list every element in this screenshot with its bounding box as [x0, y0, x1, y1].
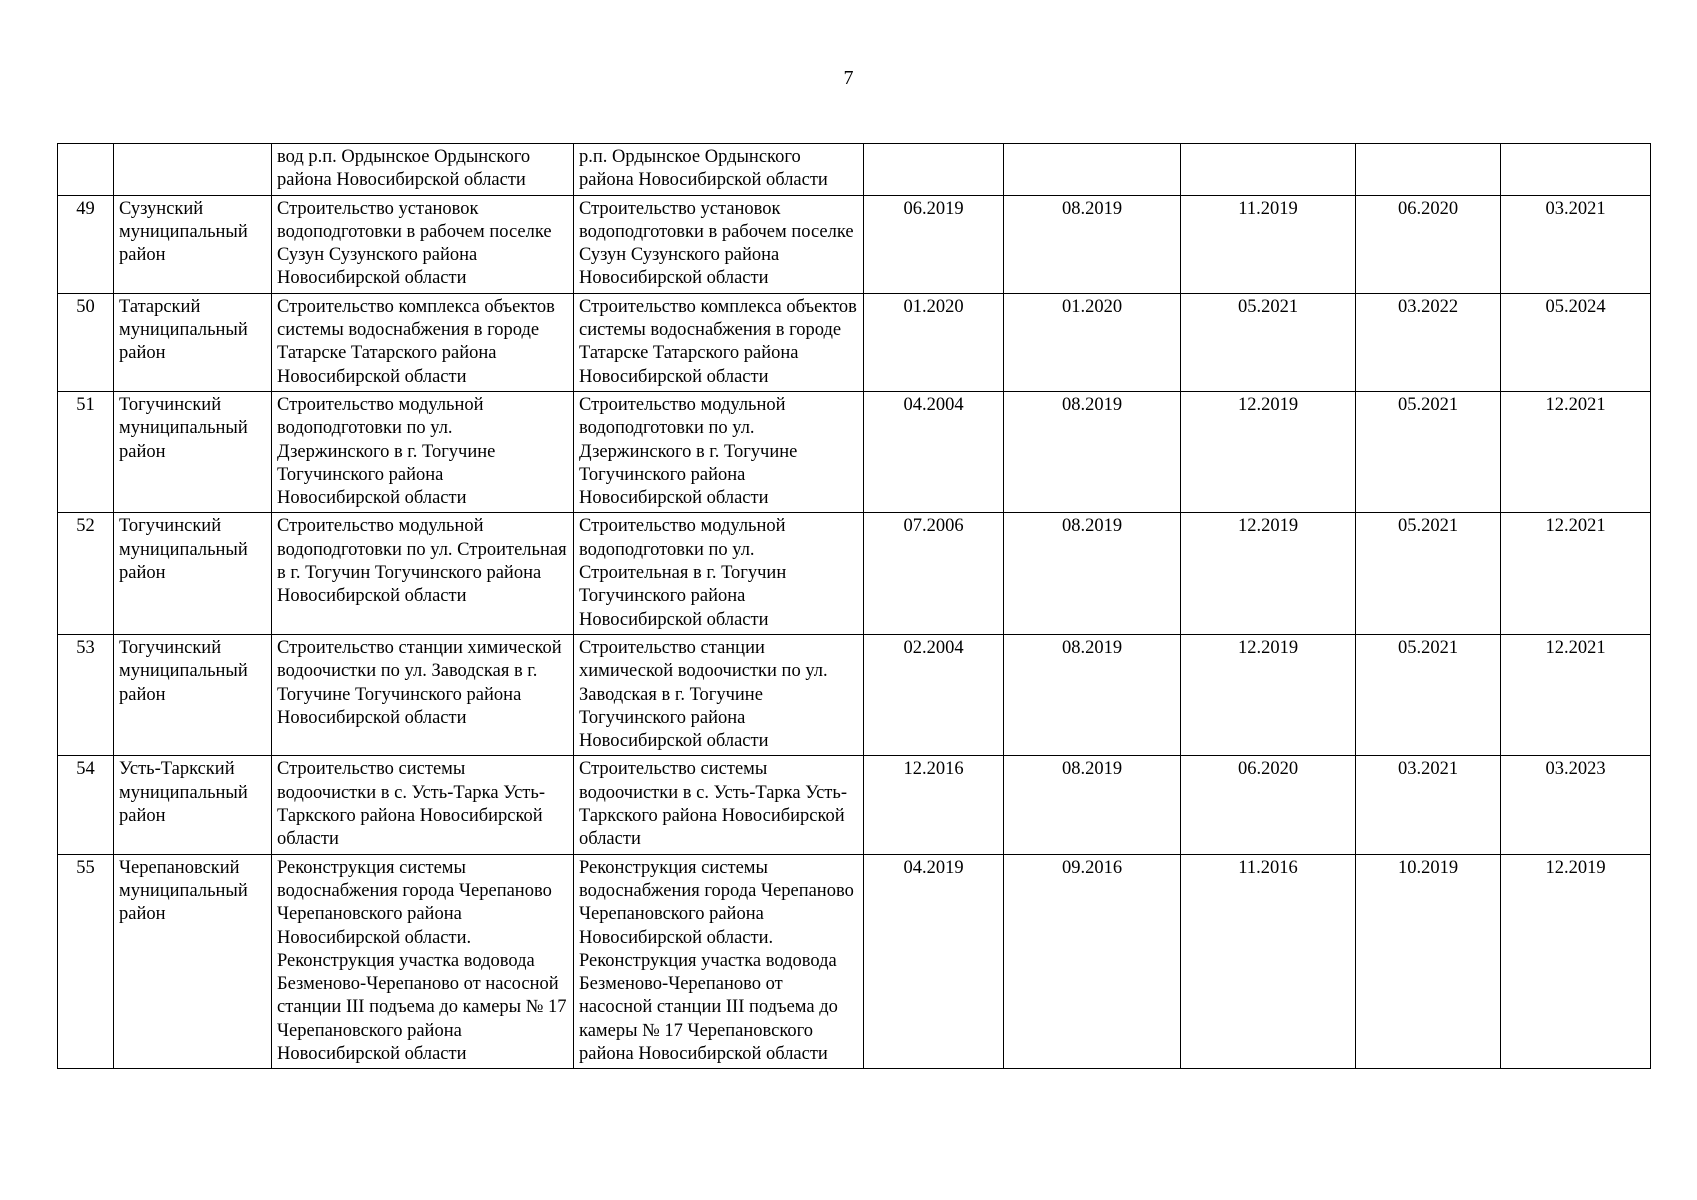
date2-cell: 08.2019 — [1004, 195, 1181, 293]
date4-cell: 03.2022 — [1356, 293, 1501, 391]
object-name-cell: Строительство модульной водоподготовки по ул. Строительная в г. Тогучин Тогучинского района Новосибирской области — [272, 513, 574, 634]
date5-cell: 05.2024 — [1501, 293, 1651, 391]
date1-cell: 01.2020 — [864, 293, 1004, 391]
district-cell: Сузунский муниципальный район — [114, 195, 272, 293]
date1-cell: 06.2019 — [864, 195, 1004, 293]
table-row — [58, 144, 1651, 196]
date3-cell — [1181, 144, 1356, 196]
table-row — [58, 513, 1651, 634]
date1-cell: 12.2016 — [864, 756, 1004, 854]
date5-cell: 03.2023 — [1501, 756, 1651, 854]
object-name-cell: Строительство системы водоочистки в с. Усть-Тарка Усть-Таркского района Новосибирской области — [272, 756, 574, 854]
date1-cell: 07.2006 — [864, 513, 1004, 634]
project-name-cell: Строительство модульной водоподготовки по ул. Строительная в г. Тогучин Тогучинского района Новосибирской области — [574, 513, 864, 634]
district-cell: Татарский муниципальный район — [114, 293, 272, 391]
row-number: 52 — [58, 513, 114, 634]
date5-cell: 12.2021 — [1501, 391, 1651, 512]
date5-cell: 12.2019 — [1501, 854, 1651, 1069]
table-row — [58, 293, 1651, 391]
row-number: 51 — [58, 391, 114, 512]
date4-cell: 05.2021 — [1356, 391, 1501, 512]
district-cell — [114, 144, 272, 196]
row-number — [58, 144, 114, 196]
district-cell: Черепановский муниципальный район — [114, 854, 272, 1069]
object-name-cell: Строительство установок водоподготовки в рабочем поселке Сузун Сузунского района Новосибирской области — [272, 195, 574, 293]
date3-cell: 12.2019 — [1181, 634, 1356, 755]
project-name-cell: Строительство системы водоочистки в с. Усть-Тарка Усть-Таркского района Новосибирской области — [574, 756, 864, 854]
date3-cell: 05.2021 — [1181, 293, 1356, 391]
date3-cell: 11.2019 — [1181, 195, 1356, 293]
project-name-cell: Реконструкция системы водоснабжения города Черепаново Черепановского района Новосибирской области. Реконструкция участка водовода Безменово-Черепаново от насосной станции III подъема до камеры № 17 Черепановского района Новосибирской области — [574, 854, 864, 1069]
table-row — [58, 854, 1651, 1069]
object-name-cell: Реконструкция системы водоснабжения города Черепаново Черепановского района Новосибирской области. Реконструкция участка водовода Безменово-Черепаново от насосной станции III подъема до камеры № 17 Черепановского района Новосибирской области — [272, 854, 574, 1069]
date1-cell: 04.2004 — [864, 391, 1004, 512]
date4-cell — [1356, 144, 1501, 196]
date2-cell: 08.2019 — [1004, 513, 1181, 634]
row-number: 53 — [58, 634, 114, 755]
date3-cell: 12.2019 — [1181, 513, 1356, 634]
table-body — [58, 144, 1651, 1069]
date4-cell: 03.2021 — [1356, 756, 1501, 854]
date2-cell: 08.2019 — [1004, 391, 1181, 512]
date4-cell: 05.2021 — [1356, 634, 1501, 755]
table-row — [58, 195, 1651, 293]
date2-cell: 08.2019 — [1004, 634, 1181, 755]
date3-cell: 11.2016 — [1181, 854, 1356, 1069]
row-number: 55 — [58, 854, 114, 1069]
date2-cell: 08.2019 — [1004, 756, 1181, 854]
project-name-cell: Строительство комплекса объектов системы водоснабжения в городе Татарске Татарского района Новосибирской области — [574, 293, 864, 391]
object-name-cell: Строительство комплекса объектов системы водоснабжения в городе Татарске Татарского района Новосибирской области — [272, 293, 574, 391]
date1-cell — [864, 144, 1004, 196]
date3-cell: 12.2019 — [1181, 391, 1356, 512]
object-name-cell: Строительство модульной водоподготовки по ул. Дзержинского в г. Тогучине Тогучинского района Новосибирской области — [272, 391, 574, 512]
date2-cell: 09.2016 — [1004, 854, 1181, 1069]
date1-cell: 04.2019 — [864, 854, 1004, 1069]
objects-table — [57, 143, 1651, 1069]
district-cell: Тогучинский муниципальный район — [114, 513, 272, 634]
date5-cell: 12.2021 — [1501, 513, 1651, 634]
date4-cell: 10.2019 — [1356, 854, 1501, 1069]
date5-cell: 03.2021 — [1501, 195, 1651, 293]
project-name-cell: Строительство станции химической водоочистки по ул. Заводская в г. Тогучине Тогучинского района Новосибирской области — [574, 634, 864, 755]
project-name-cell: р.п. Ордынское Ордынского района Новосибирской области — [574, 144, 864, 196]
table-row — [58, 634, 1651, 755]
district-cell: Тогучинский муниципальный район — [114, 391, 272, 512]
table-row — [58, 391, 1651, 512]
project-name-cell: Строительство модульной водоподготовки по ул. Дзержинского в г. Тогучине Тогучинского района Новосибирской области — [574, 391, 864, 512]
table-row — [58, 756, 1651, 854]
row-number: 50 — [58, 293, 114, 391]
date4-cell: 05.2021 — [1356, 513, 1501, 634]
date3-cell: 06.2020 — [1181, 756, 1356, 854]
row-number: 49 — [58, 195, 114, 293]
district-cell: Тогучинский муниципальный район — [114, 634, 272, 755]
date2-cell: 01.2020 — [1004, 293, 1181, 391]
date1-cell: 02.2004 — [864, 634, 1004, 755]
date2-cell — [1004, 144, 1181, 196]
date5-cell — [1501, 144, 1651, 196]
project-name-cell: Строительство установок водоподготовки в рабочем поселке Сузун Сузунского района Новосибирской области — [574, 195, 864, 293]
district-cell: Усть-Таркский муниципальный район — [114, 756, 272, 854]
page-number: 7 — [843, 67, 854, 89]
date4-cell: 06.2020 — [1356, 195, 1501, 293]
date5-cell: 12.2021 — [1501, 634, 1651, 755]
object-name-cell: Строительство станции химической водоочистки по ул. Заводская в г. Тогучине Тогучинского района Новосибирской области — [272, 634, 574, 755]
object-name-cell: вод р.п. Ордынское Ордынского района Новосибирской области — [272, 144, 574, 196]
row-number: 54 — [58, 756, 114, 854]
